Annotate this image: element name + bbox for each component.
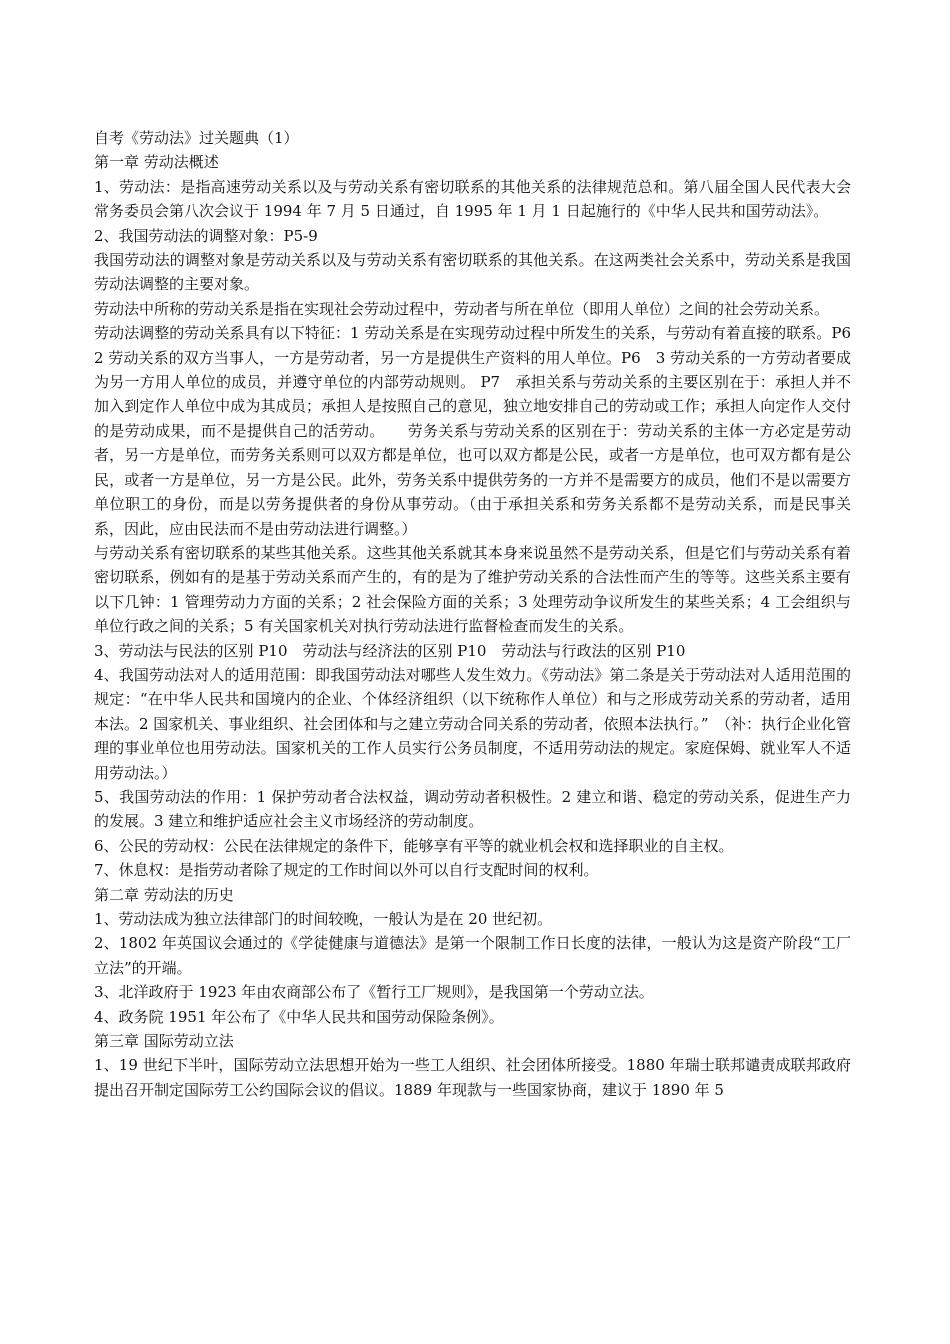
paragraph: 7、休息权：是指劳动者除了规定的工作时间以外可以自行支配时间的权利。 (94, 861, 599, 880)
paragraph: 4、我国劳动法对人的适用范围：即我国劳动法对哪些人发生效力。《劳动法》第二条是关于劳动法对人适用范围的规定：“在中华人民共和国境内的企业、个体经济组织（以下统称作人单位）和与之形成劳动关系的劳动者，适用本法。2 国家机关、事业组织、社会团体和与之建立劳动合同关系的劳动者，依照本法执行。” （补：执行企业化管理的事业单位也用劳动法。国家机关的工作人员实行公务员制度，不适用劳动法的规定。家庭保姆、就业军人不适用劳动法。） (94, 665, 851, 782)
paragraph: 3、劳动法与民法的区别 P10 劳动法与经济法的区别 P10 劳动法与行政法的区别 P10 (94, 641, 686, 660)
paragraph: 与劳动关系有密切联系的某些其他关系。这些其他关系就其本身来说虽然不是劳动关系，但是它们与劳动关系有着密切联系，例如有的是基于劳动关系而产生的，有的是为了维护劳动关系的合法性而产生的等等。这些关系主要有以下几钟：1 管理劳动力方面的关系；2 社会保险方面的关系；3 处理劳动争议所发生的某些关系；4 工会组织与单位行政之间的关系；5 有关国家机关对执行劳动法进行监督检查而发生的关系。 (94, 543, 851, 636)
paragraph: 2、1802 年英国议会通过的《学徒健康与道德法》是第一个限制工作日长度的法律，一般认为这是资产阶段“工厂立法”的开端。 (94, 934, 851, 977)
paragraph: 1、劳动法成为独立法律部门的时间较晚，一般认为是在 20 世纪初。 (94, 910, 553, 928)
paragraph: 1、劳动法：是指高速劳动关系以及与劳动关系有密切联系的其他关系的法律规范总和。第八届全国人民代表大会常务委员会第八次会议于 1994 年 7 月 5 日通过，自 1995 年 1 月 1 日起施行的《中华人民共和国劳动法》。 (94, 177, 851, 221)
chapter-2-heading: 第二章 劳动法的历史 (94, 885, 234, 904)
paragraph: 1、19 世纪下半叶，国际劳动立法思想开始为一些工人组织、社会团体所接受。1880 年瑞士联邦谴责成联邦政府提出召开制定国际劳工公约国际会议的倡议。1889 年现款与一些国家协商，建议于 1890 年 5 (94, 1056, 851, 1099)
document-page (94, 126, 867, 1102)
paragraph: 我国劳动法的调整对象是劳动关系以及与劳动关系有密切联系的其他关系。在这两类社会关系中，劳动关系是我国劳动法调整的主要对象。 (94, 251, 851, 294)
paragraph: 4、政务院 1951 年公布了《中华人民共和国劳动保险条例》。 (94, 1007, 504, 1026)
paragraph: 劳动法中所称的劳动关系是指在实现社会劳动过程中，劳动者与所在单位（即用人单位）之间的社会劳动关系。 (94, 299, 830, 318)
paragraph: 6、公民的劳动权：公民在法律规定的条件下，能够享有平等的就业机会权和选择职业的自主权。 (94, 836, 734, 855)
document-title: 自考《劳动法》过关题典（1） (94, 129, 299, 147)
paragraph: 5、我国劳动法的作用：1 保护劳动者合法权益，调动劳动者积极性。2 建立和谐、稳定的劳动关系，促进生产力的发展。3 建立和维护适应社会主义市场经济的劳动制度。 (94, 787, 851, 831)
chapter-1-heading: 第一章 劳动法概述 (94, 153, 219, 172)
paragraph: 2、我国劳动法的调整对象：P5-9 (94, 226, 318, 245)
paragraph: 3、北洋政府于 1923 年由农商部公布了《暂行工厂规则》，是我国第一个劳动立法。 (94, 983, 654, 1002)
chapter-3-heading: 第三章 国际劳动立法 (94, 1032, 234, 1051)
paragraph: 劳动法调整的劳动关系具有以下特征：1 劳动关系是在实现劳动过程中所发生的关系，与劳动有着直接的联系。P6 2 劳动关系的双方当事人，一方是劳动者，另一方是提供生产资料的用人单位。P6 3 劳动关系的一方劳动者要成为另一方用人单位的成员，并遵守单位的内部劳动规则。 P7 承担关系与劳动关系的主要区别在于：承担人并不加入到定作人单位中成为其成员；承担人是按照自己的意见，独立地安排自己的劳动或工作；承担人向定作人交付的是劳动成果，而不是提供自己的活劳动。 劳务关系与劳动关系的区别在于：劳动关系的主体一方必定是劳动者，另一方是单位，而劳务关系则可以双方都是单位，也可以双方都是公民，或者一方是单位，也可双方都有是公民，或者一方是单位，另一方是公民。此外，劳务关系中提供劳务的一方并不是需要方的成员，他们不是以需要方单位职工的身份，而是以劳务提供者的身份从事劳动。（由于承担关系和劳务关系都不是劳动关系，而是民事关系，因此，应由民法而不是由劳动法进行调整。） (94, 324, 867, 538)
